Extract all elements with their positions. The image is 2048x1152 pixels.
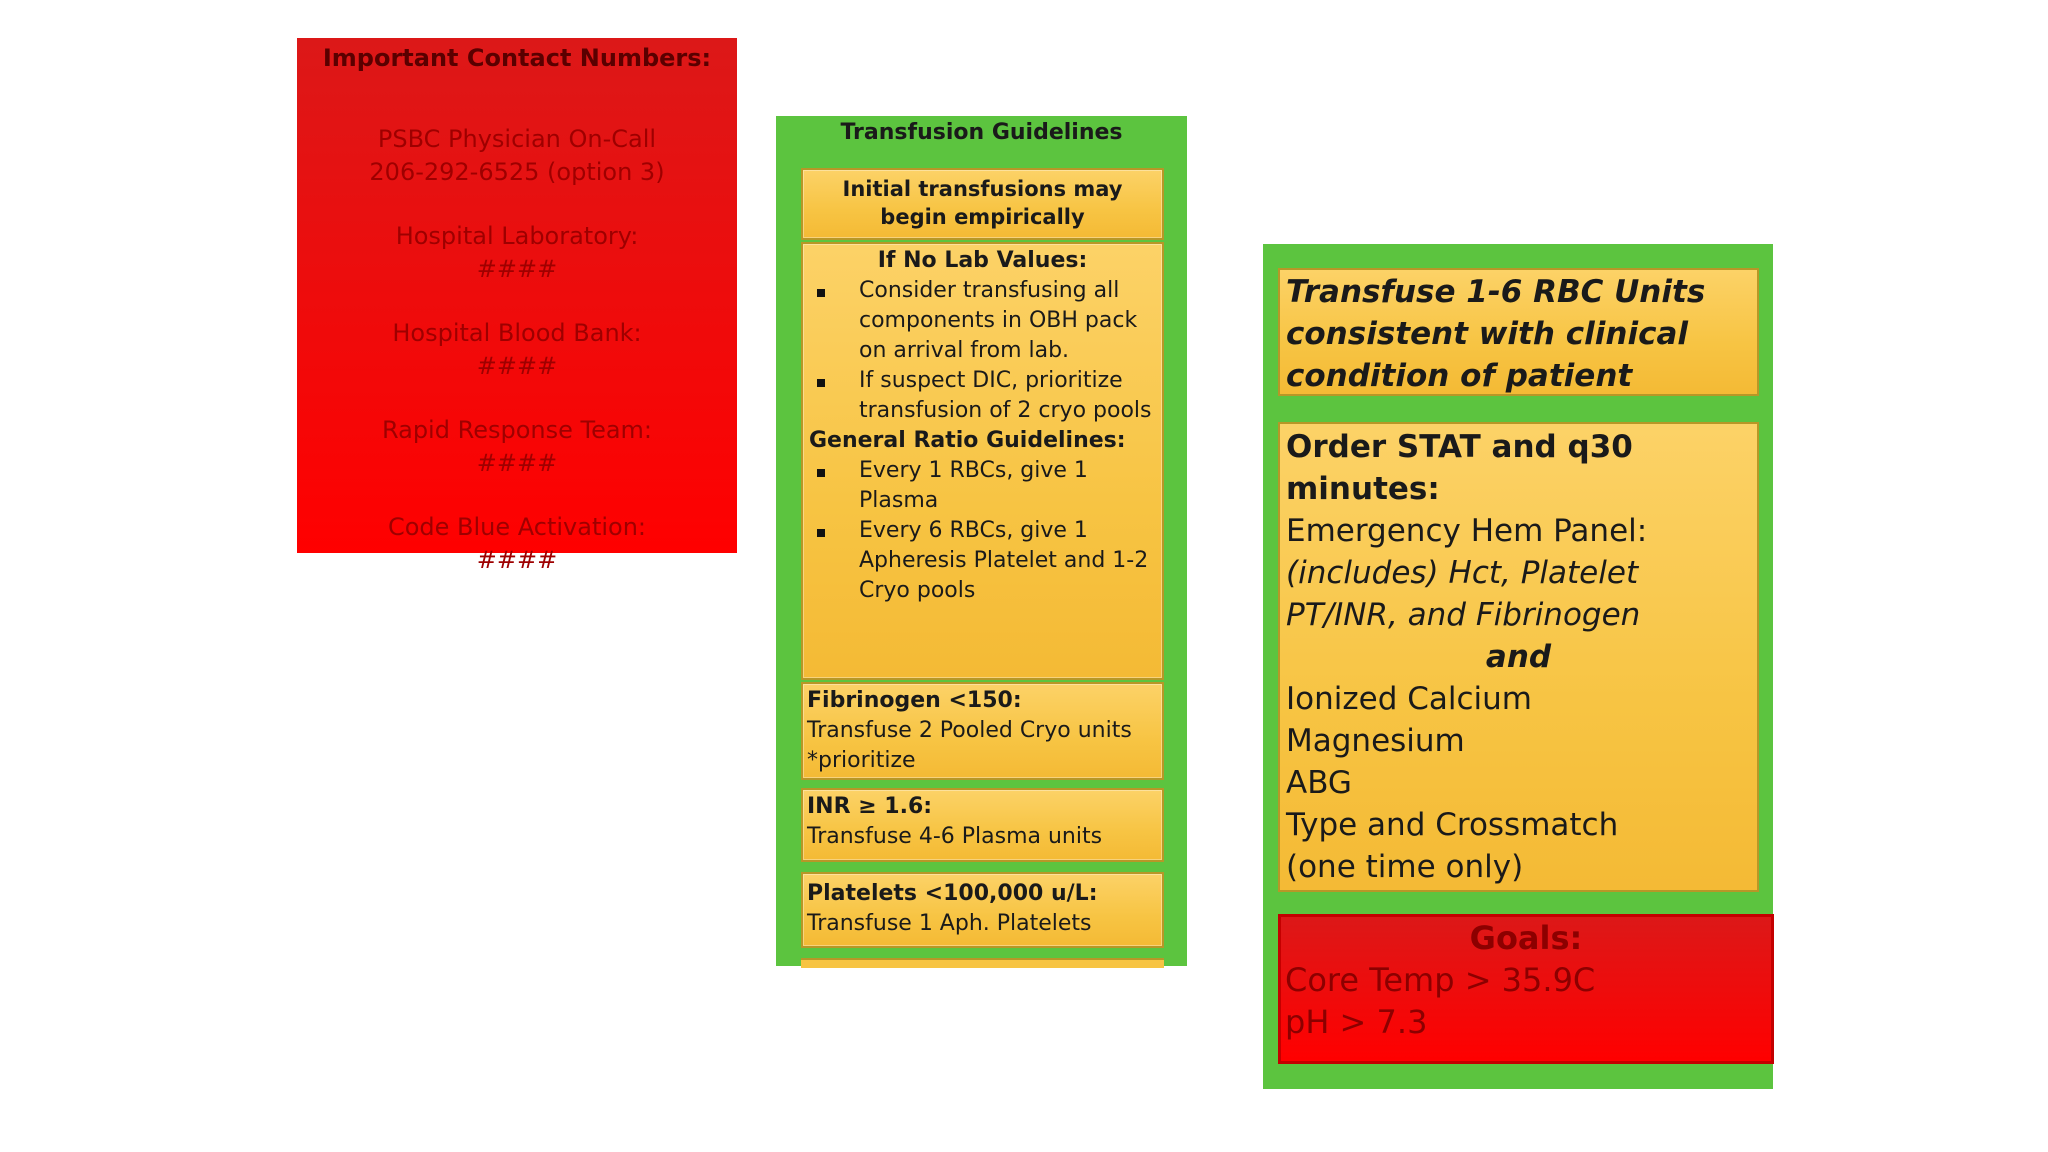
order-item: ABG xyxy=(1286,765,1352,801)
fibrinogen-text: Transfuse 2 Pooled Cryo units *prioritize xyxy=(807,718,1132,773)
contact-label: Code Blue Activation: xyxy=(387,513,647,541)
orders-panel xyxy=(1263,244,1773,1089)
transfusion-title: Transfusion Guidelines xyxy=(840,120,1123,145)
order-item: Ionized Calcium xyxy=(1286,681,1533,717)
contact-label: Rapid Response Team: xyxy=(381,416,653,444)
no-lab-title: If No Lab Values: xyxy=(877,248,1088,273)
goals-box xyxy=(1278,914,1774,1064)
contact-bloodbank xyxy=(297,317,737,383)
platelets-text: Transfuse 1 Aph. Platelets xyxy=(807,911,1092,936)
hem-panel-label: Emergency Hem Panel: xyxy=(1286,513,1648,549)
list-item: Consider transfusing all components in OBH pack on arrival from lab. xyxy=(809,276,1156,366)
contact-rapid-response xyxy=(297,414,737,480)
platelets-title: Platelets <100,000 u/L: xyxy=(807,881,1098,906)
list-item: If suspect DIC, prioritize transfusion of 2 cryo pools xyxy=(809,366,1156,426)
contact-label: Hospital Laboratory: xyxy=(395,222,639,250)
contact-code-blue xyxy=(297,511,737,577)
contact-number: 206-292-6525 (option 3) xyxy=(369,158,665,186)
initial-transfusion-text: Initial transfusions may begin empirically xyxy=(842,177,1123,229)
platelets-box xyxy=(801,872,1164,948)
transfusion-guidelines-panel xyxy=(776,116,1187,966)
rbc-units-box xyxy=(1278,268,1759,396)
contact-number: #### xyxy=(476,352,558,380)
contact-number: #### xyxy=(476,255,558,283)
ratio-title: General Ratio Guidelines: xyxy=(809,428,1126,453)
inr-text: Transfuse 4-6 Plasma units xyxy=(807,824,1103,849)
contact-numbers-panel xyxy=(297,38,737,574)
order-item: Type and Crossmatch xyxy=(1286,807,1619,843)
contact-physician xyxy=(297,123,737,189)
inr-box xyxy=(801,788,1164,862)
stat-orders-box xyxy=(1278,422,1759,892)
list-item: Every 6 RBCs, give 1 Apheresis Platelet and 1-2 Cryo pools xyxy=(809,516,1156,606)
and-word: and xyxy=(1485,639,1552,675)
contact-lab xyxy=(297,220,737,286)
fibrinogen-title: Fibrinogen <150: xyxy=(807,688,1022,713)
stat-title: Order STAT and q30 minutes: xyxy=(1286,429,1633,507)
fibrinogen-box xyxy=(801,682,1164,780)
contacts-title: Important Contact Numbers: xyxy=(322,44,712,72)
goal-core-temp: Core Temp > 35.9C xyxy=(1285,961,1596,999)
no-lab-values-box xyxy=(801,242,1164,680)
cut-off-box xyxy=(801,958,1164,968)
contact-number: #### xyxy=(476,449,558,477)
contact-label: PSBC Physician On-Call xyxy=(377,125,657,153)
order-item: Magnesium xyxy=(1286,723,1465,759)
list-item: Every 1 RBCs, give 1 Plasma xyxy=(809,456,1156,516)
rbc-units-text: Transfuse 1-6 RBC Units consistent with clinical condition of patient xyxy=(1286,274,1706,394)
goals-title: Goals: xyxy=(1469,919,1583,957)
order-item: (one time only) xyxy=(1286,849,1524,885)
initial-transfusion-box xyxy=(801,168,1164,240)
hem-panel-includes: (includes) Hct, Platelet PT/INR, and Fibrinogen xyxy=(1286,555,1641,633)
goal-ph: pH > 7.3 xyxy=(1285,1003,1428,1041)
inr-title: INR ≥ 1.6: xyxy=(807,794,933,819)
contact-label: Hospital Blood Bank: xyxy=(392,319,642,347)
contact-number: #### xyxy=(476,546,558,574)
